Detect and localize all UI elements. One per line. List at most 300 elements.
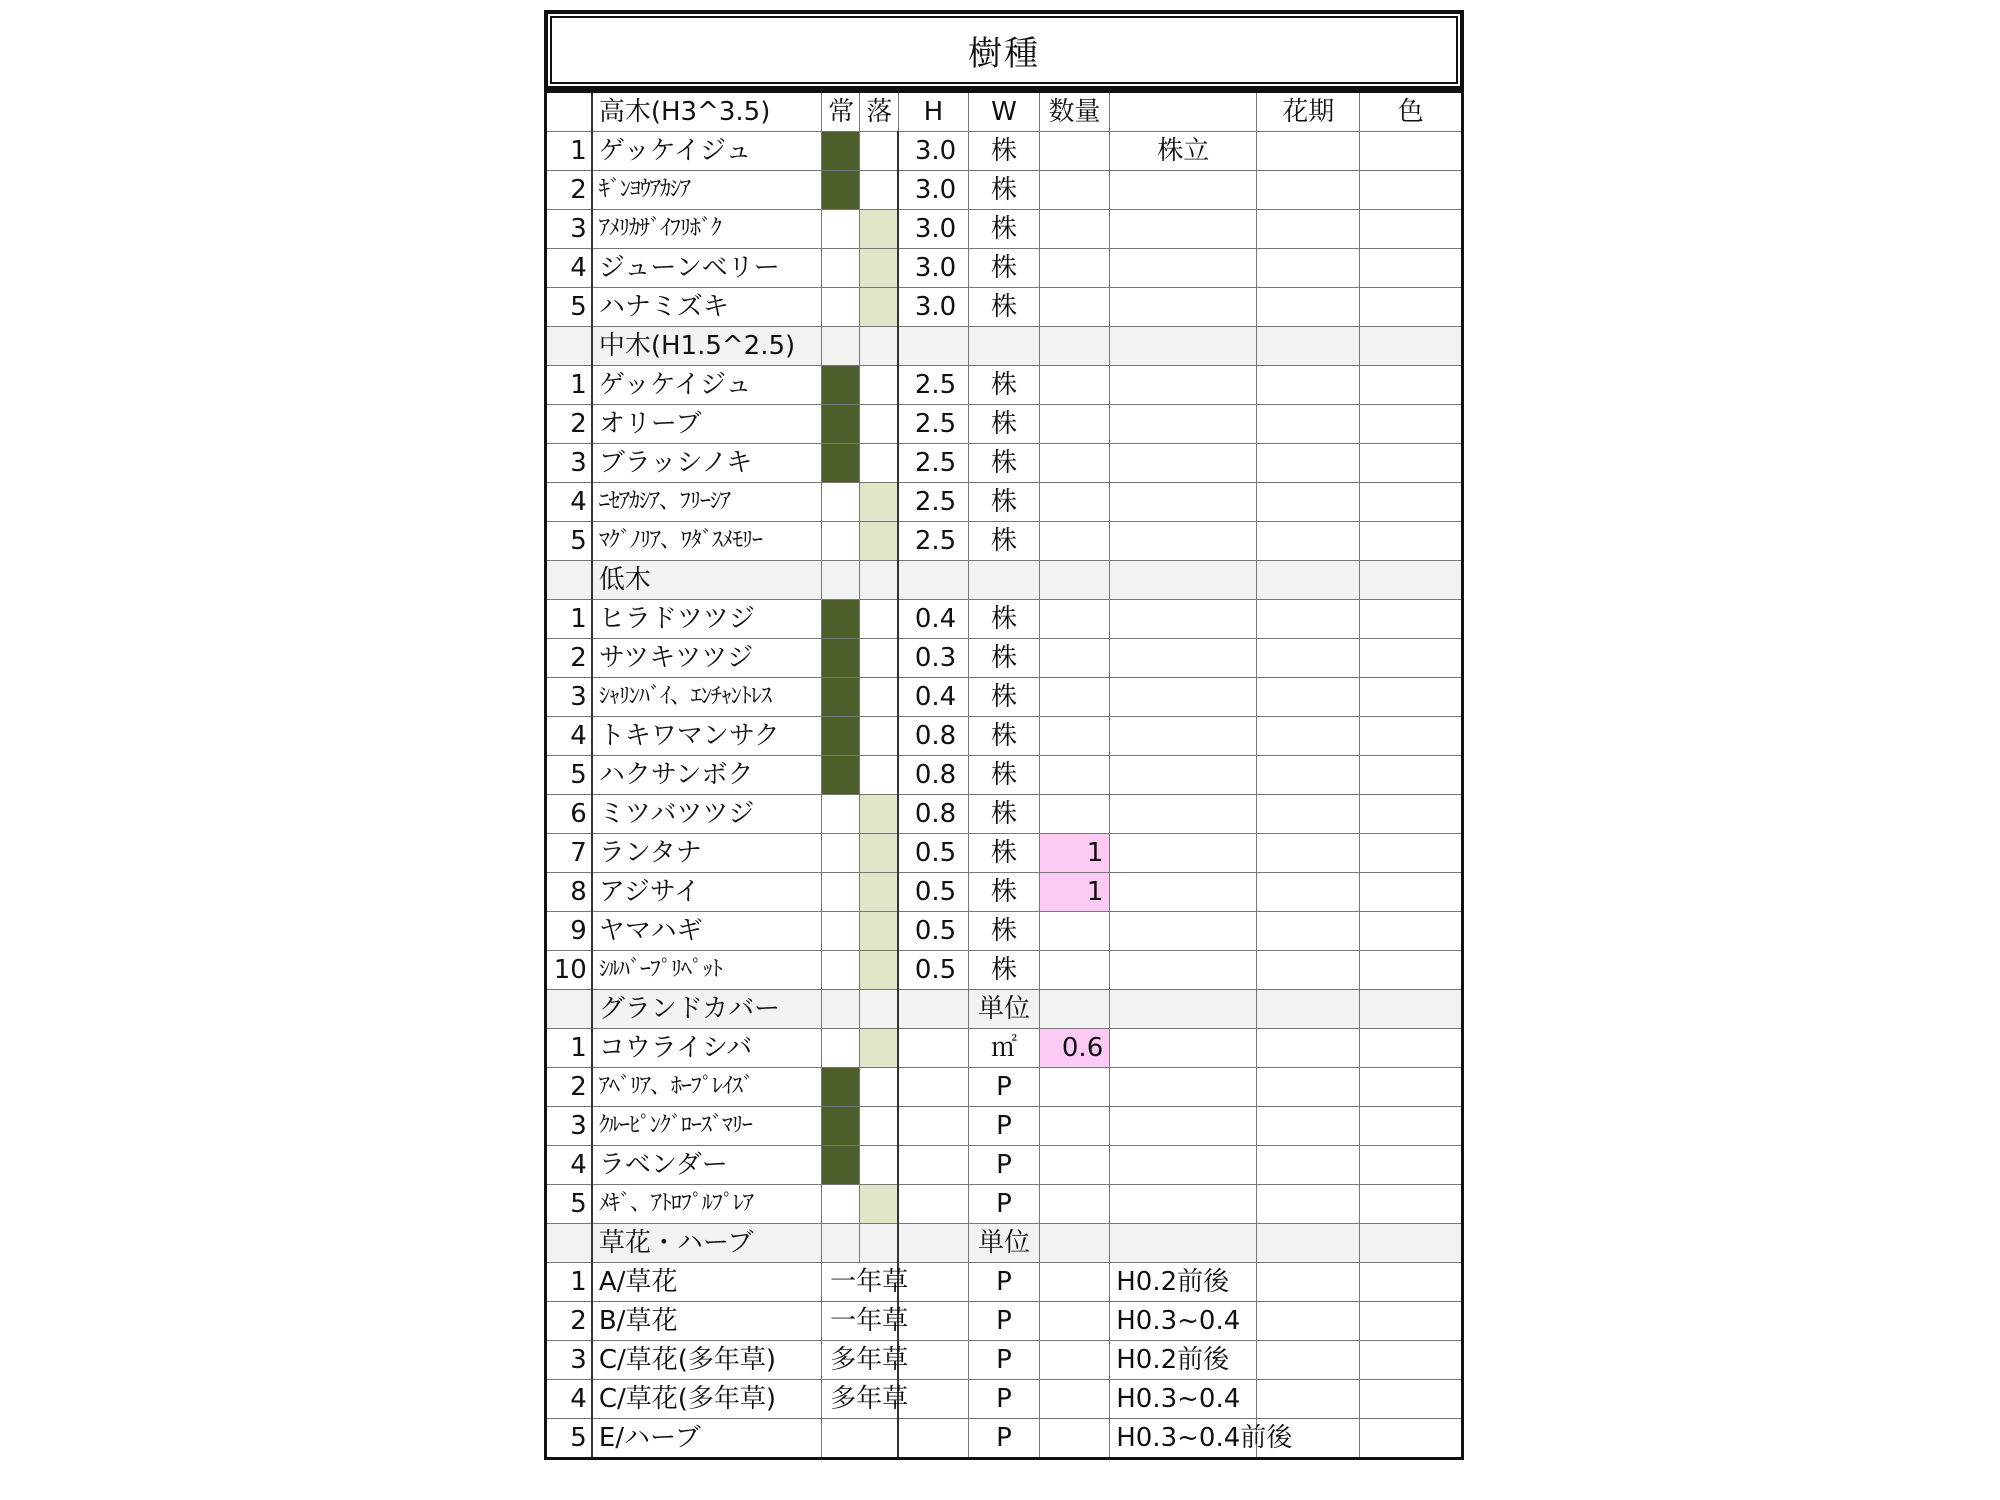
color-value	[1360, 132, 1463, 171]
note-value	[1110, 171, 1257, 210]
color-value	[1360, 1302, 1463, 1341]
deciduous-mark	[860, 639, 898, 678]
unit-value: 株	[969, 756, 1040, 795]
unit-value: P	[969, 1068, 1040, 1107]
species-name: C/草花(多年草)	[592, 1341, 822, 1380]
section-qty	[1039, 990, 1110, 1029]
table-row	[546, 756, 1463, 795]
evergreen-mark	[822, 912, 860, 951]
unit-value: 株	[969, 366, 1040, 405]
section-flower-period	[1257, 561, 1360, 600]
flower-period-value	[1257, 1263, 1360, 1302]
row-number: 3	[546, 210, 592, 249]
quantity-value	[1039, 639, 1110, 678]
species-name: コウライシバ	[592, 1029, 822, 1068]
evergreen-mark	[822, 834, 860, 873]
evergreen-mark	[822, 1107, 860, 1146]
unit-value: 株	[969, 873, 1040, 912]
quantity-value	[1039, 366, 1110, 405]
section-h	[898, 990, 969, 1029]
table-row	[546, 1107, 1463, 1146]
flower-period-value	[1257, 1068, 1360, 1107]
unit-value: 株	[969, 405, 1040, 444]
species-name: オリーブ	[592, 405, 822, 444]
plant-kind: 多年草	[822, 1341, 899, 1380]
evergreen-mark	[822, 171, 860, 210]
section-note	[1110, 1224, 1257, 1263]
quantity-value	[1039, 1302, 1110, 1341]
row-number: 5	[546, 756, 592, 795]
note-value	[1110, 1185, 1257, 1224]
color-value	[1360, 1185, 1463, 1224]
species-name: ヤマハギ	[592, 912, 822, 951]
note-value	[1110, 405, 1257, 444]
row-number: 3	[546, 678, 592, 717]
note-value	[1110, 288, 1257, 327]
note-value	[1110, 483, 1257, 522]
evergreen-mark	[822, 483, 860, 522]
flower-period-value	[1257, 912, 1360, 951]
section-header-row	[546, 990, 1463, 1029]
section-qty	[1039, 1224, 1110, 1263]
height-value: 0.8	[898, 717, 969, 756]
note-value	[1110, 639, 1257, 678]
section-unit-label: 単位	[969, 990, 1040, 1029]
table-row	[546, 171, 1463, 210]
note-value	[1110, 210, 1257, 249]
section-note	[1110, 990, 1257, 1029]
note-value	[1110, 1029, 1257, 1068]
height-value: 3.0	[898, 132, 969, 171]
note-value	[1110, 1107, 1257, 1146]
unit-value: P	[969, 1146, 1040, 1185]
plant-kind: 一年草	[822, 1263, 899, 1302]
note-value	[1110, 249, 1257, 288]
row-number: 1	[546, 132, 592, 171]
section-note	[1110, 327, 1257, 366]
flower-period-value	[1257, 834, 1360, 873]
flower-period-value	[1257, 795, 1360, 834]
row-number: 5	[546, 288, 592, 327]
flower-period-value	[1257, 756, 1360, 795]
quantity-value	[1039, 756, 1110, 795]
evergreen-mark	[822, 1146, 860, 1185]
deciduous-mark	[860, 1185, 898, 1224]
unit-value: 株	[969, 600, 1040, 639]
table-row	[546, 1380, 1463, 1419]
height-value: 0.4	[898, 600, 969, 639]
flower-period-value	[1257, 678, 1360, 717]
species-name: ジューンベリー	[592, 249, 822, 288]
header-deciduous: 落	[860, 92, 898, 132]
color-value	[1360, 1029, 1463, 1068]
note-value	[1110, 1146, 1257, 1185]
evergreen-mark	[822, 1029, 860, 1068]
deciduous-mark	[860, 1068, 898, 1107]
note-value	[1110, 795, 1257, 834]
species-name: B/草花	[592, 1302, 822, 1341]
header-flower-period: 花期	[1257, 92, 1360, 132]
evergreen-mark	[822, 1185, 860, 1224]
unit-value: ㎡	[969, 1029, 1040, 1068]
deciduous-mark	[860, 795, 898, 834]
flower-period-value	[1257, 1029, 1360, 1068]
height-value: 0.5	[898, 873, 969, 912]
quantity-value	[1039, 1185, 1110, 1224]
color-value	[1360, 795, 1463, 834]
deciduous-mark	[860, 717, 898, 756]
quantity-value	[1039, 1263, 1110, 1302]
height-value	[898, 1029, 969, 1068]
flower-period-value	[1257, 873, 1360, 912]
evergreen-mark	[822, 210, 860, 249]
quantity-value	[1039, 522, 1110, 561]
species-name: ブラッシノキ	[592, 444, 822, 483]
unit-value: 株	[969, 912, 1040, 951]
section-evergreen	[822, 990, 860, 1029]
evergreen-mark	[822, 288, 860, 327]
species-name: ゲッケイジュ	[592, 132, 822, 171]
species-name: ｸﾙｰﾋﾟﾝｸﾞﾛｰｽﾞﾏﾘｰ	[592, 1107, 822, 1146]
flower-period-value	[1257, 1107, 1360, 1146]
row-number: 1	[546, 1263, 592, 1302]
row-number: 1	[546, 1029, 592, 1068]
section-evergreen	[822, 1224, 860, 1263]
color-value	[1360, 483, 1463, 522]
quantity-value	[1039, 249, 1110, 288]
color-value	[1360, 600, 1463, 639]
row-number: 4	[546, 483, 592, 522]
unit-value: 株	[969, 639, 1040, 678]
section-qty	[1039, 327, 1110, 366]
height-value	[898, 1302, 969, 1341]
deciduous-mark	[860, 132, 898, 171]
table-row	[546, 1029, 1463, 1068]
species-name: ミツバツツジ	[592, 795, 822, 834]
note-value: H0.3~0.4前後	[1110, 1419, 1257, 1459]
flower-period-value	[1257, 132, 1360, 171]
header-w: W	[969, 92, 1040, 132]
unit-value: 株	[969, 249, 1040, 288]
section-unit-label	[969, 561, 1040, 600]
color-value	[1360, 171, 1463, 210]
species-name: ヒラドツツジ	[592, 600, 822, 639]
deciduous-mark	[860, 288, 898, 327]
table-row	[546, 1146, 1463, 1185]
deciduous-mark	[860, 171, 898, 210]
flower-period-value	[1257, 171, 1360, 210]
header-note	[1110, 92, 1257, 132]
species-name: ラベンダー	[592, 1146, 822, 1185]
height-value: 3.0	[898, 288, 969, 327]
table-row	[546, 717, 1463, 756]
section-unit-label: 単位	[969, 1224, 1040, 1263]
unit-value: 株	[969, 834, 1040, 873]
section-flower-period	[1257, 990, 1360, 1029]
note-value	[1110, 756, 1257, 795]
color-value	[1360, 678, 1463, 717]
evergreen-mark	[822, 1068, 860, 1107]
table-row	[546, 444, 1463, 483]
species-name: C/草花(多年草)	[592, 1380, 822, 1419]
row-number: 3	[546, 1341, 592, 1380]
species-name: ﾆｾｱｶｼｱ、ﾌﾘｰｼｱ	[592, 483, 822, 522]
flower-period-value	[1257, 1341, 1360, 1380]
color-value	[1360, 1380, 1463, 1419]
species-name: E/ハーブ	[592, 1419, 822, 1459]
section-title: グランドカバー	[592, 990, 822, 1029]
deciduous-mark	[860, 522, 898, 561]
row-number: 1	[546, 600, 592, 639]
height-value	[898, 1146, 969, 1185]
color-value	[1360, 1341, 1463, 1380]
quantity-value	[1039, 405, 1110, 444]
height-value	[898, 1419, 969, 1459]
deciduous-mark	[860, 600, 898, 639]
section-header-row	[546, 1224, 1463, 1263]
flower-period-value	[1257, 951, 1360, 990]
height-value: 0.4	[898, 678, 969, 717]
unit-value: P	[969, 1419, 1040, 1459]
quantity-value: 1	[1039, 834, 1110, 873]
flower-period-value	[1257, 444, 1360, 483]
section-color	[1360, 1224, 1463, 1263]
header-h: H	[898, 92, 969, 132]
height-value	[898, 1068, 969, 1107]
deciduous-mark	[860, 912, 898, 951]
section-title: 低木	[592, 561, 822, 600]
section-evergreen	[822, 327, 860, 366]
species-name: ｷﾞﾝﾖｳｱｶｼｱ	[592, 171, 822, 210]
evergreen-mark	[822, 717, 860, 756]
table-row	[546, 1068, 1463, 1107]
section-flower-period	[1257, 327, 1360, 366]
plant-kind: 一年草	[822, 1302, 899, 1341]
height-value: 3.0	[898, 249, 969, 288]
quantity-value	[1039, 1341, 1110, 1380]
note-value: H0.2前後	[1110, 1263, 1257, 1302]
table-row	[546, 1302, 1463, 1341]
section-deciduous	[860, 1224, 898, 1263]
evergreen-mark	[822, 873, 860, 912]
table-row	[546, 210, 1463, 249]
plant-kind	[822, 1419, 899, 1459]
flower-period-value	[1257, 210, 1360, 249]
flower-period-value	[1257, 1302, 1360, 1341]
row-number: 5	[546, 522, 592, 561]
note-value	[1110, 873, 1257, 912]
row-number: 1	[546, 366, 592, 405]
unit-value: 株	[969, 171, 1040, 210]
header-qty: 数量	[1039, 92, 1110, 132]
quantity-value	[1039, 1419, 1110, 1459]
species-name: アジサイ	[592, 873, 822, 912]
unit-value: 株	[969, 210, 1040, 249]
sheet-title: 樹種	[544, 10, 1464, 90]
row-number: 3	[546, 1107, 592, 1146]
flower-period-value	[1257, 1146, 1360, 1185]
note-value	[1110, 717, 1257, 756]
quantity-value: 1	[1039, 873, 1110, 912]
evergreen-mark	[822, 366, 860, 405]
row-number: 7	[546, 834, 592, 873]
height-value	[898, 1341, 969, 1380]
table-row	[546, 1263, 1463, 1302]
unit-value: P	[969, 1107, 1040, 1146]
quantity-value	[1039, 678, 1110, 717]
unit-value: P	[969, 1380, 1040, 1419]
quantity-value	[1039, 795, 1110, 834]
section-h	[898, 561, 969, 600]
section-color	[1360, 990, 1463, 1029]
quantity-value	[1039, 1068, 1110, 1107]
quantity-value	[1039, 132, 1110, 171]
flower-period-value	[1257, 249, 1360, 288]
height-value	[898, 1380, 969, 1419]
row-number: 4	[546, 1146, 592, 1185]
deciduous-mark	[860, 873, 898, 912]
evergreen-mark	[822, 795, 860, 834]
quantity-value	[1039, 483, 1110, 522]
row-number: 8	[546, 873, 592, 912]
height-value: 0.8	[898, 756, 969, 795]
evergreen-mark	[822, 678, 860, 717]
deciduous-mark	[860, 1107, 898, 1146]
height-value: 3.0	[898, 210, 969, 249]
deciduous-mark	[860, 1146, 898, 1185]
table-row	[546, 405, 1463, 444]
table-row	[546, 366, 1463, 405]
deciduous-mark	[860, 756, 898, 795]
row-number: 2	[546, 405, 592, 444]
height-value: 2.5	[898, 405, 969, 444]
color-value	[1360, 249, 1463, 288]
color-value	[1360, 522, 1463, 561]
section-title: 中木(H1.5^2.5)	[592, 327, 822, 366]
flower-period-value	[1257, 600, 1360, 639]
species-name: サツキツツジ	[592, 639, 822, 678]
table-row	[546, 873, 1463, 912]
note-value	[1110, 366, 1257, 405]
row-number: 5	[546, 1419, 592, 1459]
evergreen-mark	[822, 405, 860, 444]
section-title: 草花・ハーブ	[592, 1224, 822, 1263]
unit-value: 株	[969, 717, 1040, 756]
row-number: 4	[546, 1380, 592, 1419]
quantity-value	[1039, 1107, 1110, 1146]
unit-value: 株	[969, 678, 1040, 717]
unit-value: 株	[969, 522, 1040, 561]
flower-period-value	[1257, 522, 1360, 561]
header-no	[546, 92, 592, 132]
section-deciduous	[860, 327, 898, 366]
flower-period-value	[1257, 366, 1360, 405]
unit-value: 株	[969, 795, 1040, 834]
species-name: ｱﾒﾘｶｻﾞｲﾌﾘﾎﾞｸ	[592, 210, 822, 249]
deciduous-mark	[860, 210, 898, 249]
row-number: 10	[546, 951, 592, 990]
table-row	[546, 912, 1463, 951]
color-value	[1360, 873, 1463, 912]
note-value	[1110, 600, 1257, 639]
color-value	[1360, 912, 1463, 951]
evergreen-mark	[822, 132, 860, 171]
section-flower-period	[1257, 1224, 1360, 1263]
deciduous-mark	[860, 405, 898, 444]
color-value	[1360, 444, 1463, 483]
table-row	[546, 1419, 1463, 1459]
color-value	[1360, 717, 1463, 756]
header-evergreen: 常	[822, 92, 860, 132]
note-value	[1110, 522, 1257, 561]
color-value	[1360, 366, 1463, 405]
deciduous-mark	[860, 834, 898, 873]
plant-kind: 多年草	[822, 1380, 899, 1419]
section-number	[546, 327, 592, 366]
flower-period-value	[1257, 717, 1360, 756]
table-row	[546, 1185, 1463, 1224]
quantity-value	[1039, 600, 1110, 639]
quantity-value	[1039, 951, 1110, 990]
species-name: ハナミズキ	[592, 288, 822, 327]
section-color	[1360, 327, 1463, 366]
species-name: ｼｬﾘﾝﾊﾞｲ、ｴﾝﾁｬﾝﾄﾚｽ	[592, 678, 822, 717]
quantity-value	[1039, 444, 1110, 483]
color-value	[1360, 1146, 1463, 1185]
evergreen-mark	[822, 249, 860, 288]
note-value: H0.2前後	[1110, 1341, 1257, 1380]
flower-period-value	[1257, 405, 1360, 444]
species-name: ゲッケイジュ	[592, 366, 822, 405]
species-name: トキワマンサク	[592, 717, 822, 756]
row-number: 6	[546, 795, 592, 834]
height-value: 0.3	[898, 639, 969, 678]
color-value	[1360, 1263, 1463, 1302]
flower-period-value	[1257, 288, 1360, 327]
table-row	[546, 951, 1463, 990]
section-deciduous	[860, 561, 898, 600]
color-value	[1360, 1107, 1463, 1146]
table-row	[546, 522, 1463, 561]
row-number: 2	[546, 1068, 592, 1107]
species-name: ﾏｸﾞﾉﾘｱ、ﾜﾀﾞｽﾒﾓﾘｰ	[592, 522, 822, 561]
flower-period-value	[1257, 483, 1360, 522]
section-color	[1360, 561, 1463, 600]
deciduous-mark	[860, 249, 898, 288]
table-row	[546, 795, 1463, 834]
deciduous-mark	[860, 444, 898, 483]
planting-sheet	[544, 10, 1464, 1460]
row-number: 4	[546, 249, 592, 288]
quantity-value	[1039, 171, 1110, 210]
species-table	[544, 90, 1464, 1460]
quantity-value	[1039, 210, 1110, 249]
flower-period-value	[1257, 639, 1360, 678]
section-note	[1110, 561, 1257, 600]
section-evergreen	[822, 561, 860, 600]
color-value	[1360, 1419, 1463, 1459]
quantity-value	[1039, 717, 1110, 756]
row-number: 2	[546, 1302, 592, 1341]
unit-value: 株	[969, 444, 1040, 483]
section-h	[898, 327, 969, 366]
row-number: 9	[546, 912, 592, 951]
height-value	[898, 1107, 969, 1146]
header-row	[546, 92, 1463, 132]
quantity-value	[1039, 1380, 1110, 1419]
section-header-row	[546, 561, 1463, 600]
species-name: ｱﾍﾞﾘｱ、ﾎｰﾌﾟﾚｲｽﾞ	[592, 1068, 822, 1107]
